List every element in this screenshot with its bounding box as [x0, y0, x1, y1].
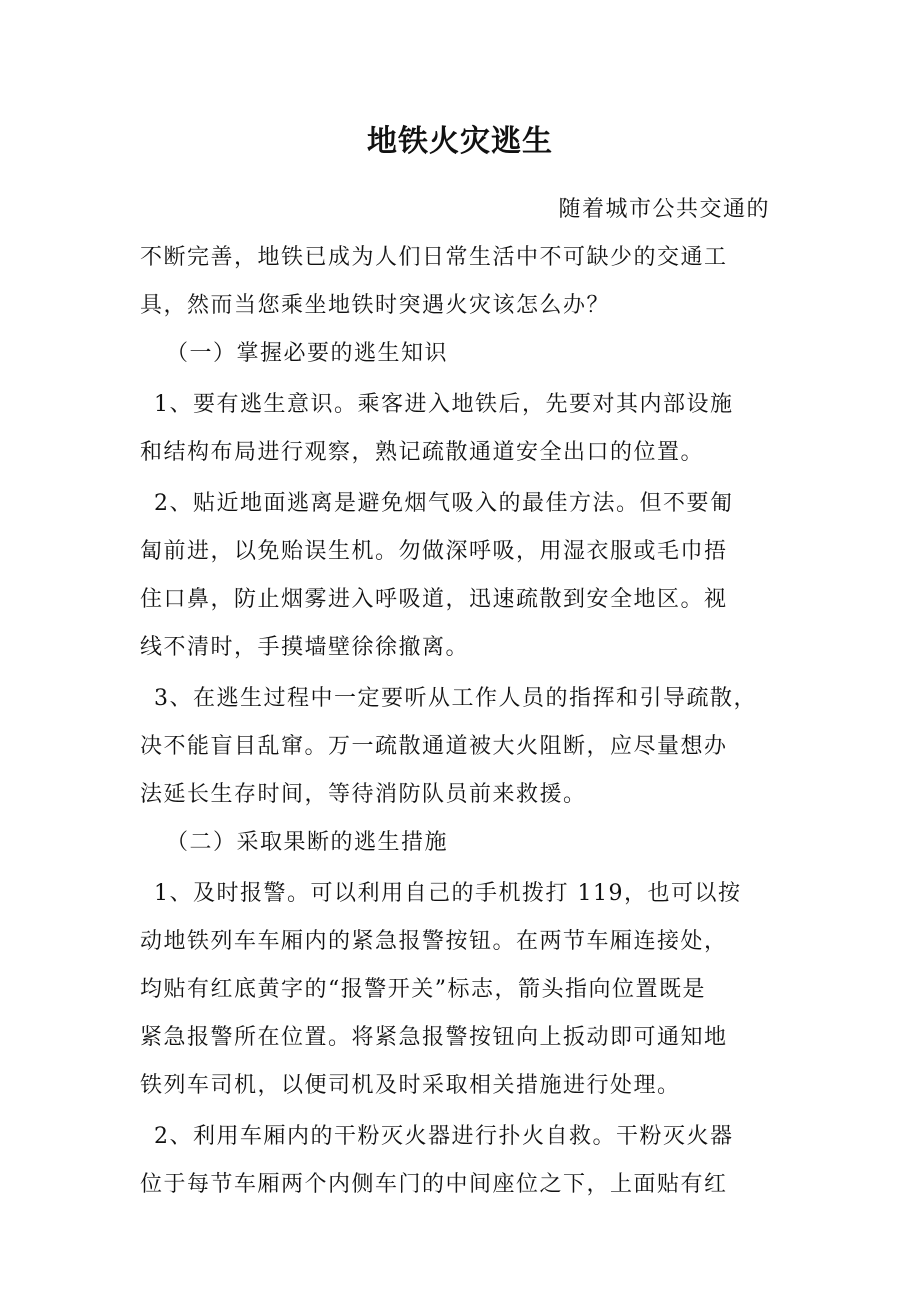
paragraph-line: 法延长生存时间，等待消防队员前来救援。 [140, 782, 587, 807]
paragraph-line: 匐前进，以免贻误生机。勿做深呼吸，用湿衣服或毛巾捂 [140, 539, 728, 564]
paragraph-line: 均贴有红底黄字的“报警开关”标志，箭头指向位置既是 [140, 977, 706, 1002]
section-heading: （一）掌握必要的逃生知识 [166, 341, 449, 366]
paragraph-line: 随着城市公共交通的 [558, 197, 770, 222]
paragraph-line: 2、贴近地面逃离是避免烟气吸入的最佳方法。但不要匍 [154, 491, 734, 516]
paragraph-line: 紧急报警所在位置。将紧急报警按钮向上扳动即可通知地 [140, 1025, 728, 1050]
paragraph-line: 位于每节车厢两个内侧车门的中间座位之下，上面贴有红 [140, 1172, 728, 1197]
paragraph-line: 线不清时，手摸墙壁徐徐撤离。 [140, 635, 470, 660]
paragraph-line: 和结构布局进行观察，熟记疏散通道安全出口的位置。 [140, 440, 705, 465]
document-title: 地铁火灾逃生 [367, 124, 553, 159]
paragraph-line: 2、利用车厢内的干粉灭火器进行扑火自救。干粉灭火器 [154, 1124, 734, 1149]
section-heading: （二）采取果断的逃生措施 [166, 830, 449, 855]
paragraph-line: 动地铁列车车厢内的紧急报警按钮。在两节车厢连接处， [140, 929, 728, 954]
paragraph-line: 铁列车司机，以便司机及时采取相关措施进行处理。 [140, 1073, 681, 1098]
paragraph-line: 决不能盲目乱窜。万一疏散通道被大火阻断，应尽量想办 [140, 734, 728, 759]
paragraph-line: 住口鼻，防止烟雾进入呼吸道，迅速疏散到安全地区。视 [140, 587, 728, 612]
paragraph-line: 具，然而当您乘坐地铁时突遇火灾该怎么办？ [140, 293, 611, 318]
document-body [140, 186, 790, 1209]
paragraph-line: 1、要有逃生意识。乘客进入地铁后，先要对其内部设施 [154, 392, 734, 417]
paragraph-line: 3、在逃生过程中一定要听从工作人员的指挥和引导疏散， [154, 686, 757, 711]
paragraph-line: 1、及时报警。可以利用自己的手机拨打 119，也可以按 [154, 881, 742, 906]
paragraph-line: 不断完善，地铁已成为人们日常生活中不可缺少的交通工 [140, 245, 728, 270]
